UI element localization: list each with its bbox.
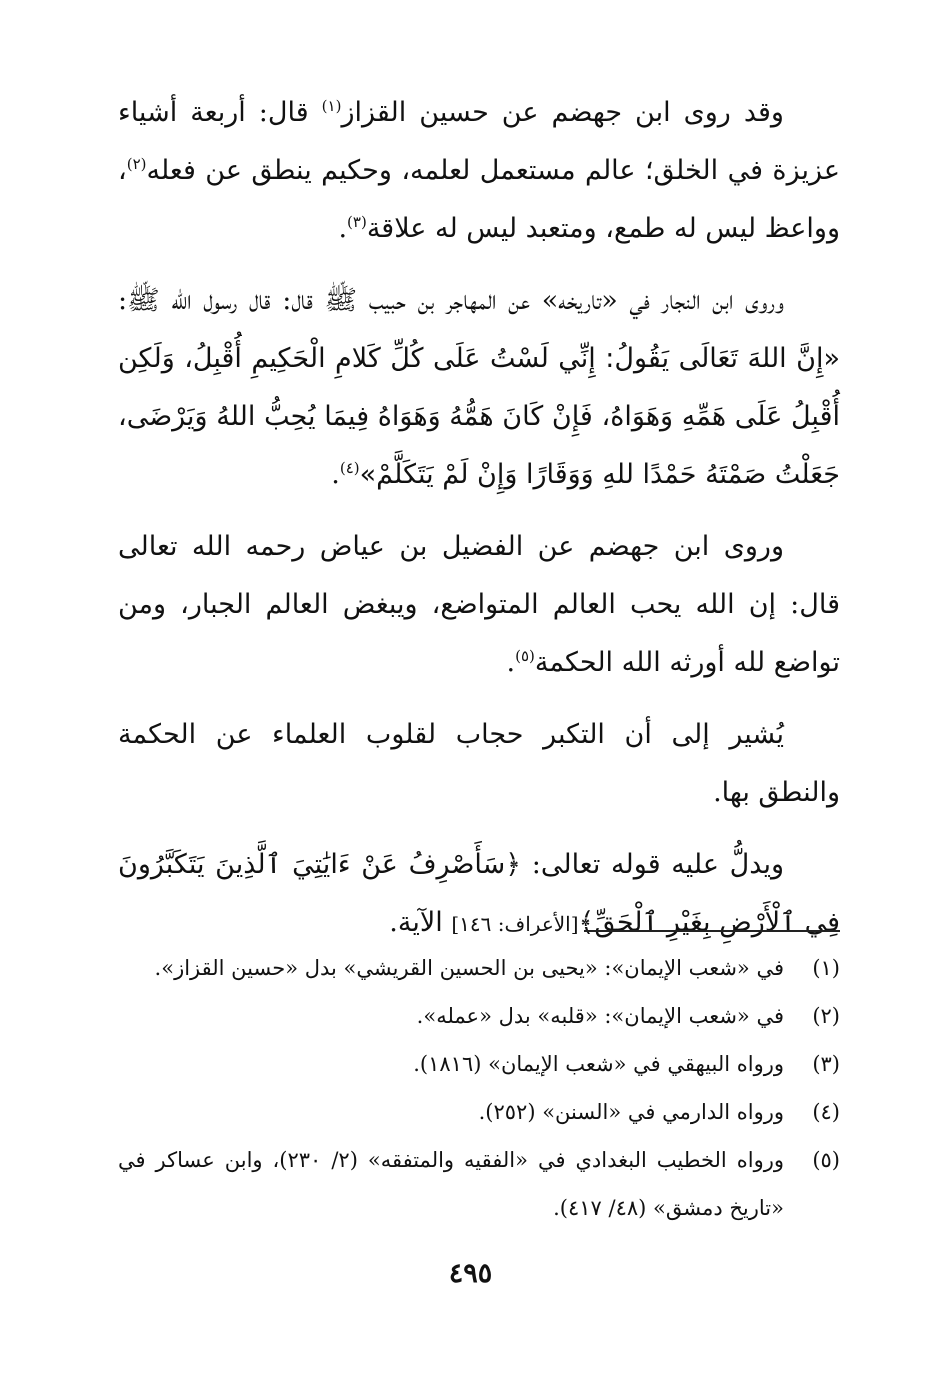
footnote-text: ورواه الدارمي في «السنن» (٢٥٢). xyxy=(478,1100,784,1124)
text-run: ، وواعظ ليس له طمع، ومتعبد ليس له علاقة xyxy=(118,155,840,244)
footnote-text: ورواه البيهقي في «شعب الإيمان» (١٨١٦). xyxy=(413,1052,784,1076)
text-run: . xyxy=(506,647,516,678)
paragraph-5 xyxy=(118,836,840,953)
quran-verse: ﴿سَأَصْرِفُ عَنْ ءَايَٰتِيَ ٱلَّذِينَ يَتَكَبَّرُونَ فِي ٱلْأَرْضِ بِغَيْرِ ٱلْحَقِّ﴾ xyxy=(118,849,840,938)
footnote-separator xyxy=(584,930,840,932)
paragraph-3 xyxy=(118,518,840,692)
text-run: وقد روى ابن جهضم عن حسين القزاز xyxy=(341,97,784,128)
text-run: وروى ابن النجار في «تاريخه» عن المهاجر بن حبيب ﷺ قال: قال رسول الله ﷺ: xyxy=(118,285,784,316)
footnote-ref: (٤) xyxy=(339,459,360,477)
footnote-item xyxy=(118,992,840,1040)
footnote-item xyxy=(118,1088,840,1136)
footnote-ref: (٥) xyxy=(515,647,535,665)
footnote-text: في «شعب الإيمان»: «يحيى بن الحسين القريشي» بدل «حسين القزاز». xyxy=(154,956,784,980)
footnote-item xyxy=(118,1040,840,1088)
text-run: قال: أربعة أشياء عزيزة في الخلق؛ عالم مستعمل لعلمه، وحكيم ينطق عن فعله xyxy=(118,97,840,186)
text-run: وروى ابن جهضم عن الفضيل بن عياض رحمه الله تعالى قال: إن الله يحب العالم المتواضع، ويبغض العالم الجبار، ومن تواضع لله أورثه الله الحكمة xyxy=(118,531,840,678)
footnote-ref: (٢) xyxy=(126,155,147,173)
hadith-quote: «إِنَّ اللهَ تَعَالَى يَقُولُ: إِنِّي لَسْتُ عَلَى كُلِّ كَلامِ الْحَكِيمِ أُقْبِلُ، وَلَكِن أُقْبِلُ عَلَى هَمِّهِ وَهَوَاهُ، فَإِنْ كَانَ هَمُّهُ وَهَوَاهُ فِيمَا يُحِبُّ اللهُ وَيَرْضَى، جَعَلْتُ صَمْتَهُ حَمْدًا للهِ وَوَقَارًا وَإِنْ لَمْ يَتَكَلَّمْ» xyxy=(118,343,840,490)
footnote-number: (١) xyxy=(812,956,840,980)
page-number: ٤٩٥ xyxy=(448,1258,493,1289)
footnote-ref: (٣) xyxy=(347,213,367,231)
text-run: . xyxy=(338,213,348,244)
paragraph-4: يُشير إلى أن التكبر حجاب لقلوب العلماء عن الحكمة والنطق بها. xyxy=(118,719,840,808)
footnote-text: في «شعب الإيمان»: «قلبه» بدل «عمله». xyxy=(416,1004,784,1028)
paragraph-2 xyxy=(118,272,840,504)
footnote-number: (٣) xyxy=(812,1052,840,1076)
text-run: . xyxy=(331,459,340,490)
footnote-number: (٥) xyxy=(812,1148,840,1172)
footnote-item xyxy=(118,944,840,992)
text-run: ويدلُّ عليه قوله تعالى: xyxy=(521,849,784,880)
footnote-number: (٢) xyxy=(812,1004,840,1028)
footnotes xyxy=(118,944,840,1232)
paragraph-1 xyxy=(118,84,840,258)
footnote-item xyxy=(118,1136,840,1232)
footnote-text: ورواه الخطيب البغدادي في «الفقيه والمتفقه» (٢/ ٢٣٠)، وابن عساكر في «تاريخ دمشق» (٤٨/ ٤١٧). xyxy=(118,1148,784,1220)
main-text xyxy=(118,84,840,959)
footnote-number: (٤) xyxy=(812,1100,840,1124)
text-run: الآية. xyxy=(389,907,452,938)
footnote-ref: (١) xyxy=(321,97,342,115)
verse-source: [الأعراف: ١٤٦] xyxy=(451,912,579,936)
